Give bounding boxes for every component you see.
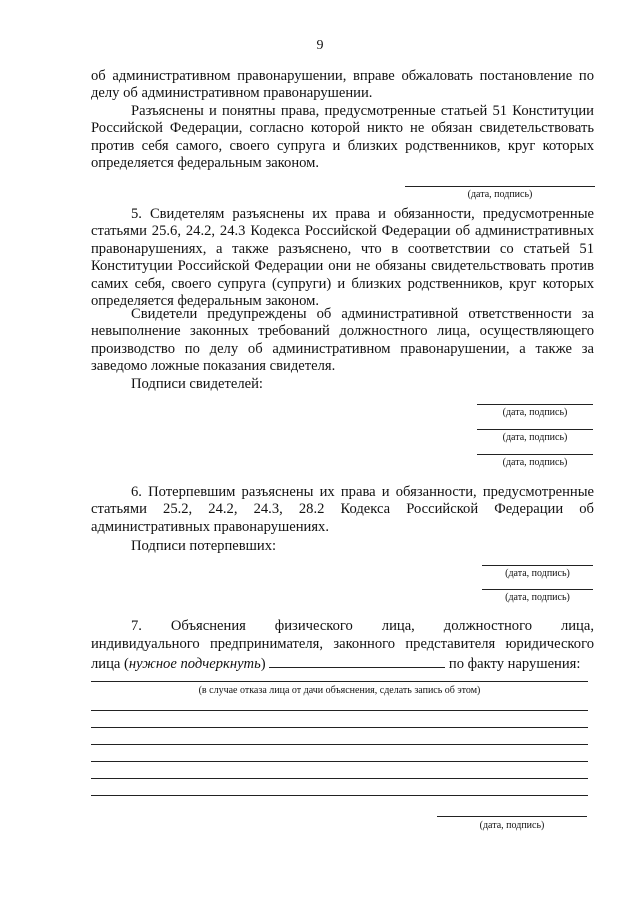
explanation-line-2 bbox=[91, 710, 588, 711]
signature-caption: (дата, подпись) bbox=[467, 189, 533, 200]
witness-signature-line-2 bbox=[477, 429, 593, 430]
section-7-line-1: 7. Объяснения физического лица, должностного лица, bbox=[131, 618, 594, 634]
victim-signature-line-1 bbox=[482, 565, 593, 566]
explanation-signature-caption: (дата, подпись) bbox=[479, 820, 545, 831]
paragraph-witness-warning: Свидетели предупреждены об административной ответственности за невыполнение законных требований должностного лица, осуществляющего производство по делу об административном правонарушении, а также за заведомо ложные показания свидетеля. bbox=[91, 306, 594, 375]
explanation-signature-line bbox=[437, 816, 587, 817]
paragraph-appeal-right: об административном правонарушении, вправе обжаловать постановление по делу об административном правонарушении. bbox=[91, 68, 594, 102]
section-7-line-3-start: лица ( bbox=[91, 656, 129, 672]
paragraph-rights-explained: Разъяснены и понятны права, предусмотренные статьей 51 Конституции Российской Федерации, согласно которой никто не обязан свидетельствовать против себя самого, своего супруга и близких родственников, круг которых определяется федеральным законом. bbox=[91, 103, 594, 172]
victim-signatures-label: Подписи потерпевших: bbox=[131, 538, 277, 554]
victim-signature-caption-2: (дата, подпись) bbox=[505, 592, 570, 603]
witness-signature-caption-2: (дата, подпись) bbox=[502, 432, 568, 443]
section-7-line-2: индивидуального предпринимателя, законного представителя юридического bbox=[91, 636, 594, 652]
explanation-line-4 bbox=[91, 744, 588, 745]
paragraph-section-5: 5. Свидетелям разъяснены их права и обязанности, предусмотренные статьями 25.6, 24.2, 24.3 Кодекса Российской Федерации об административных правонарушениях, а также разъяснено, что в соответствии со статьей 51 Конституции Российской Федерации они не обязаны свидетельствовать против самих себя, своего супруга (супруги) и близких родственников, круг которых определяется федеральным законом. bbox=[91, 206, 594, 310]
witness-signatures-label: Подписи свидетелей: bbox=[131, 376, 263, 392]
underline-instruction: нужное подчеркнуть bbox=[128, 656, 261, 672]
section-7-line-3 bbox=[91, 654, 594, 673]
witness-signature-line-1 bbox=[477, 404, 593, 405]
section-7-line-3-end: по факту нарушения: bbox=[448, 656, 581, 672]
witness-signature-caption-3: (дата, подпись) bbox=[502, 457, 568, 468]
blank-underline bbox=[269, 654, 445, 668]
explanation-line-1 bbox=[91, 681, 588, 682]
refusal-caption: (в случае отказа лица от дачи объяснения, сделать запись об этом) bbox=[198, 685, 481, 696]
signature-line bbox=[405, 186, 595, 187]
explanation-line-3 bbox=[91, 727, 588, 728]
section-7-line-3-close: ) bbox=[260, 656, 266, 672]
paragraph-section-6: 6. Потерпевшим разъяснены их права и обязанности, предусмотренные статьями 25.2, 24.2, 24.3, 28.2 Кодекса Российской Федерации об административных правонарушениях. bbox=[91, 484, 594, 535]
victim-signature-caption-1: (дата, подпись) bbox=[505, 568, 570, 579]
witness-signature-caption-1: (дата, подпись) bbox=[502, 407, 568, 418]
explanation-line-6 bbox=[91, 778, 588, 779]
witness-signature-line-3 bbox=[477, 454, 593, 455]
page-number: 9 bbox=[316, 38, 324, 53]
explanation-line-5 bbox=[91, 761, 588, 762]
victim-signature-line-2 bbox=[482, 589, 593, 590]
explanation-line-7 bbox=[91, 795, 588, 796]
